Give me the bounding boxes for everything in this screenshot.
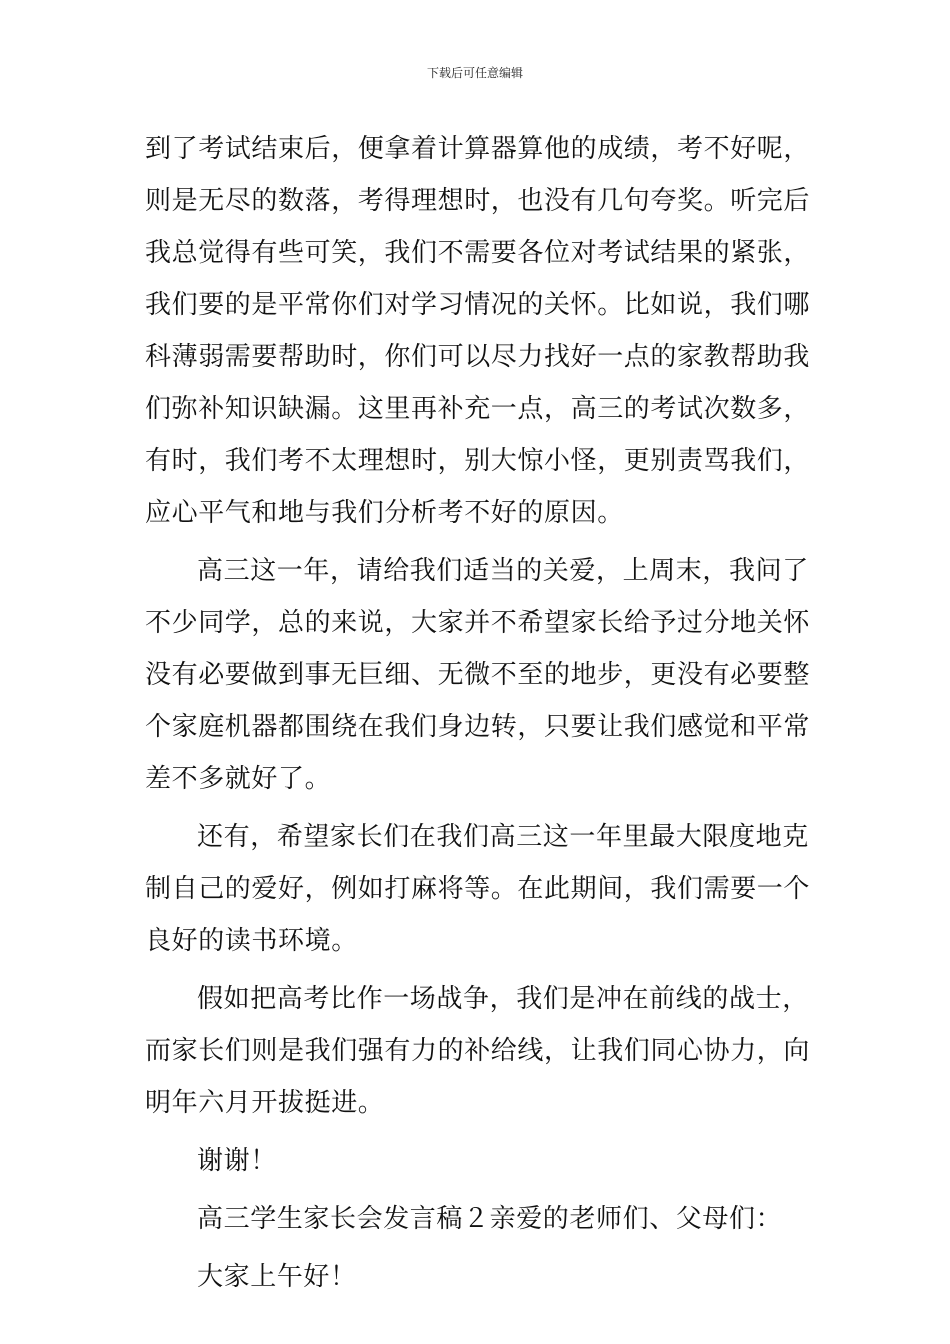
page-header: 下载后可任意编辑 (426, 66, 523, 80)
text-line: 我们要的是平常你们对学习情况的关怀。比如说，我们哪 (145, 290, 811, 320)
paragraph (145, 811, 810, 967)
text-line: 不少同学，总的来说，大家并不希望家长给予过分地关怀 (145, 608, 811, 638)
text-line: 则是无尽的数落，考得理想时，也没有几句夸奖。听完后 (145, 186, 811, 216)
paragraph (145, 1193, 810, 1245)
text-line: 明年六月开拔挺进。 (145, 1088, 385, 1118)
text-line: 谢谢！ (197, 1146, 277, 1176)
text-line: 科薄弱需要帮助时，你们可以尽力找好一点的家教帮助我 (145, 342, 811, 372)
text-line: 差不多就好了。 (145, 764, 332, 794)
text-line: 个家庭机器都围绕在我们身边转，只要让我们感觉和平常 (145, 712, 811, 742)
text-line: 制自己的爱好，例如打麻将等。在此期间，我们需要一个 (145, 874, 811, 904)
paragraph (145, 973, 810, 1129)
text-line: 假如把高考比作一场战争，我们是冲在前线的战士， (197, 984, 809, 1014)
paragraph (145, 123, 810, 539)
text-line: 高三学生家长会发言稿２亲爱的老师们、父母们： (197, 1204, 783, 1234)
text-line: 而家长们则是我们强有力的补给线，让我们同心协力，向 (145, 1036, 811, 1066)
text-line: 还有，希望家长们在我们高三这一年里最大限度地克 (197, 822, 809, 852)
text-line: 们弥补知识缺漏。这里再补充一点，高三的考试次数多， (145, 394, 811, 424)
paragraph (145, 1251, 810, 1303)
text-line: 我总觉得有些可笑，我们不需要各位对考试结果的紧张， (145, 238, 811, 268)
text-line: 应心平气和地与我们分析考不好的原因。 (145, 498, 624, 528)
text-line: 良好的读书环境。 (145, 926, 358, 956)
paragraph (145, 1135, 810, 1187)
text-line: 大家上午好！ (197, 1262, 357, 1292)
paragraph (145, 545, 810, 805)
text-line: 没有必要做到事无巨细、无微不至的地步，更没有必要整 (145, 660, 811, 690)
text-line: 到了考试结束后，便拿着计算器算他的成绩，考不好呢， (145, 134, 811, 164)
text-line: 有时，我们考不太理想时，别大惊小怪，更别责骂我们， (145, 446, 811, 476)
document-body (145, 123, 810, 1303)
text-line: 高三这一年，请给我们适当的关爱，上周末，我问了 (197, 556, 809, 586)
